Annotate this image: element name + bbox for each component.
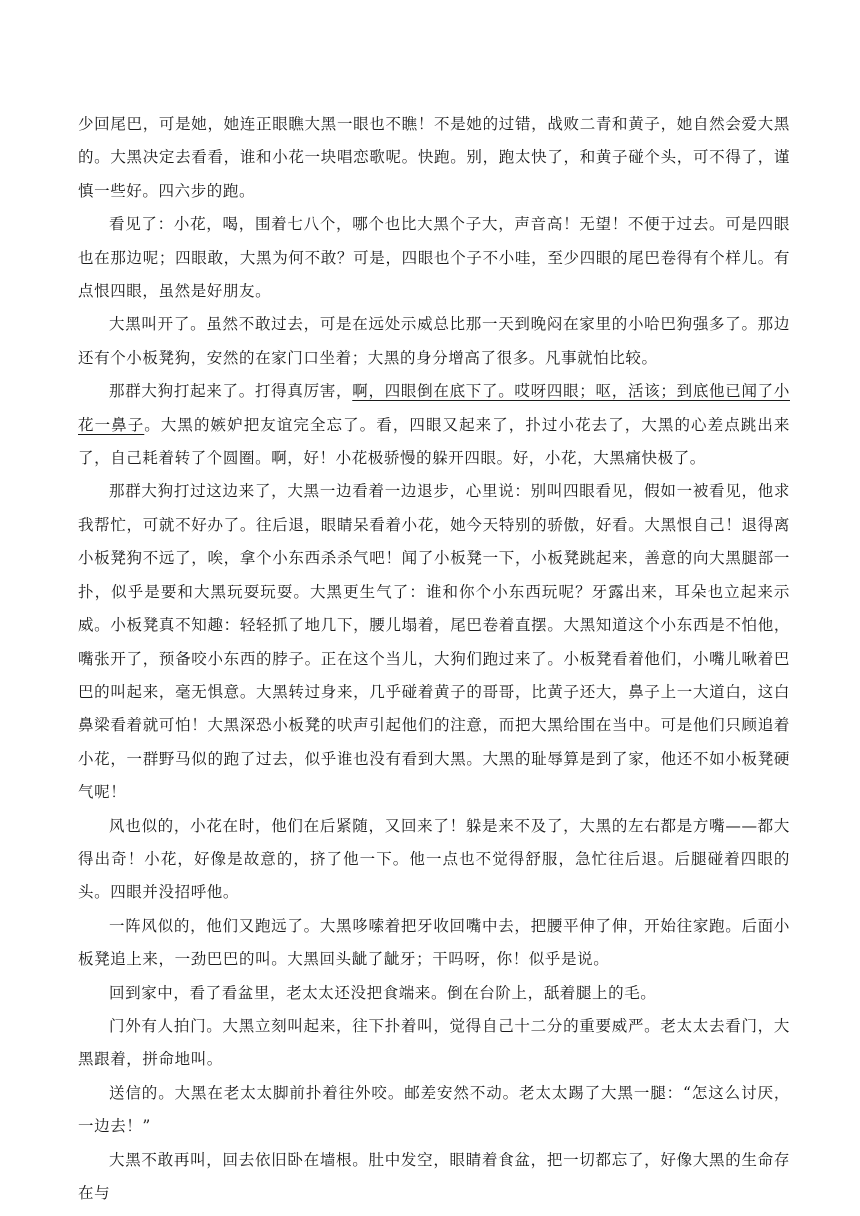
paragraph-text: 大黑不敢再叫，回去依旧卧在墙根。肚中发空，眼睛着食盆，把一切都忘了，好像大黑的生命存在与 — [78, 1150, 790, 1202]
paragraph-text: 一阵风似的，他们又跑远了。大黑哆嗦着把牙收回嘴中去，把腰平伸了伸，开始往家跑。后面小板凳追上来，一劲巴巴的叫。大黑回头龇了龇牙；干吗呀，你！似乎是说。 — [78, 916, 790, 969]
document-body — [78, 108, 790, 1210]
paragraph — [78, 308, 790, 375]
paragraph-text: 少回尾巴，可是她，她连正眼瞧大黑一眼也不瞧！不是她的过错，战败二青和黄子，她自然会爱大黑的。大黑决定去看看，谁和小花一块唱恋歌呢。快跑。别，跑太快了，和黄子碰个头，可不得了，谨慎一些好。四六步的跑。 — [78, 115, 790, 200]
paragraph-text: 门外有人拍门。大黑立刻叫起来，往下扑着叫，觉得自己十二分的重要威严。老太太去看门，大黑跟着，拼命地叫。 — [78, 1016, 790, 1069]
paragraph — [78, 1077, 790, 1144]
paragraph — [78, 375, 790, 475]
paragraph — [78, 1010, 790, 1077]
paragraph-text: 看见了：小花，喝，围着七八个，哪个也比大黑个子大，声音高！无望！不便于过去。可是四眼也在那边呢；四眼敢，大黑为何不敢？可是，四眼也个子不小哇，至少四眼的尾巴卷得有个样儿。有点恨四眼，虽然是好朋友。 — [78, 215, 790, 301]
paragraph-text: 回到家中，看了看盆里，老太太还没把食端来。倒在台阶上，舐着腿上的毛。 — [109, 983, 657, 1002]
paragraph — [78, 1144, 790, 1211]
paragraph — [78, 475, 790, 809]
paragraph — [78, 977, 790, 1010]
underlined-text: 啊，四眼倒在底下了。哎呀四眼；呕，活该；到底他已闻了小花一鼻子 — [78, 382, 790, 434]
paragraph-text: 送信的。大黑在老太太脚前扑着往外咬。邮差安然不动。老太太踢了大黑一腿：“怎这么讨厌，一边去！” — [78, 1083, 790, 1136]
paragraph — [78, 108, 790, 208]
paragraph-text: 那群大狗打过这边来了，大黑一边看着一边退步，心里说：别叫四眼看见，假如一被看见，他求我帮忙，可就不好办了。往后退，眼睛呆看着小花，她今天特别的骄傲，好看。大黑恨自己！退得离小板凳狗不远了，唉，拿个小东西杀杀气吧！闻了小板凳一下，小板凳跳起来，善意的向大黑腿部一扑，似乎是要和大黑玩耍玩耍。大黑更生气了：谁和你个小东西玩呢？牙露出来，耳朵也立起来示威。小板凳真不知趣：轻轻抓了地几下，腰儿塌着，尾巴卷着直摆。大黑知道这个小东西是不怕他，嘴张开了，预备咬小东西的脖子。正在这个当儿，大狗们跑过来了。小板凳看着他们，小嘴儿啾着巴巴的叫起来，毫无惧意。大黑转过身来，几乎碰着黄子的哥哥，比黄子还大，鼻子上一大道白，这白鼻梁看着就可怕！大黑深恐小板凳的吠声引起他们的注意，而把大黑给围在当中。可是他们只顾追着小花，一群野马似的跑了过去，似乎谁也没有看到大黑。大黑的耻辱算是到了家，他还不如小板凳硬气呢！ — [78, 482, 790, 802]
paragraph — [78, 208, 790, 308]
paragraph-text: 大黑叫开了。虽然不敢过去，可是在远处示威总比那一天到晚闷在家里的小哈巴狗强多了。那边还有个小板凳狗，安然的在家门口坐着；大黑的身分增高了很多。凡事就怕比较。 — [78, 315, 790, 367]
paragraph — [78, 810, 790, 910]
paragraph — [78, 910, 790, 977]
paragraph-text: 。大黑的嫉妒把友谊完全忘了。看，四眼又起来了，扑过小花去了，大黑的心差点跳出来了，自己耗着转了个圆圈。啊，好！小花极骄慢的躲开四眼。好，小花，大黑痛快极了。 — [78, 415, 790, 468]
paragraph-text: 风也似的，小花在时，他们在后紧随，又回来了！躲是来不及了，大黑的左右都是方嘴——都大得出奇！小花，好像是故意的，挤了他一下。他一点也不觉得舒服，急忙往后退。后腿碰着四眼的头。四眼并没招呼他。 — [78, 816, 790, 902]
paragraph-text: 那群大狗打起来了。打得真厉害， — [109, 382, 353, 401]
